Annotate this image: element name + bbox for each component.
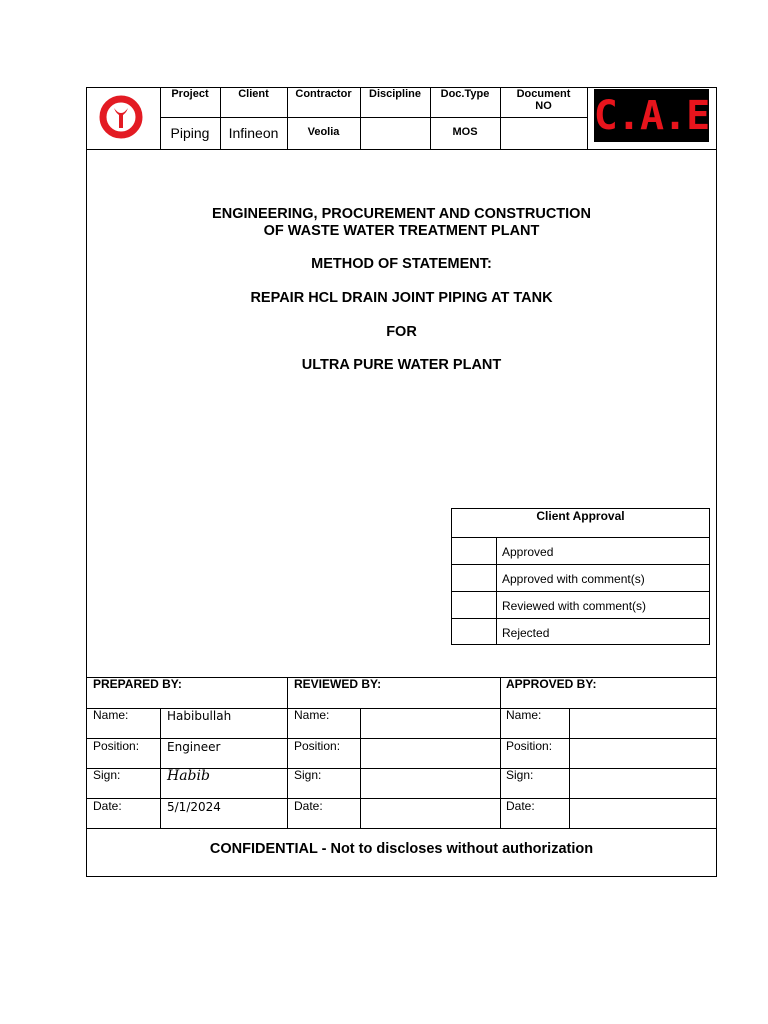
- title-line-5: FOR: [386, 324, 417, 340]
- reviewed-date-label: Date:: [294, 799, 323, 813]
- approved-name-label: Name:: [506, 708, 542, 722]
- approval-col-line: [496, 537, 497, 645]
- cae-logo: [594, 89, 709, 142]
- title-line-4: REPAIR HCL DRAIN JOINT PIPING AT TANK: [250, 290, 553, 306]
- reviewed-by-heading: REVIEWED BY:: [294, 677, 382, 691]
- approved-with-comments-checkbox[interactable]: [453, 566, 494, 589]
- header-divider: [500, 117, 587, 118]
- prepared-by-heading: PREPARED BY:: [93, 677, 182, 691]
- approval-option-approved: Approved: [502, 545, 554, 559]
- signoff-row-line: [86, 798, 717, 799]
- header-value-client: Infineon: [228, 125, 279, 141]
- signoff-col-line: [360, 708, 361, 828]
- header-label-contractor: Contractor: [295, 88, 352, 100]
- signoff-col-line: [287, 677, 288, 828]
- header-label-client: Client: [238, 88, 269, 100]
- approved-sign-label: Sign:: [506, 768, 534, 782]
- company-logo: [98, 94, 144, 140]
- approval-option-rejected: Rejected: [502, 626, 550, 640]
- approval-option-reviewed-with-comments: Reviewed with comment(s): [502, 599, 647, 613]
- approval-option-approved-with-comments: Approved with comment(s): [502, 572, 645, 586]
- approval-row-line: [451, 537, 710, 538]
- approved-checkbox[interactable]: [453, 539, 494, 562]
- confidential-word: CONFIDENTIAL: [209, 841, 318, 857]
- prepared-signature: Habib: [167, 768, 210, 784]
- header-divider: [160, 117, 500, 118]
- confidential-text: - Not to discloses without authorization: [317, 841, 594, 857]
- cae-logo-text: C.A.E: [593, 92, 710, 139]
- title-line-2: OF WASTE WATER TREATMENT PLANT: [263, 223, 540, 239]
- reviewed-name-label: Name:: [294, 708, 330, 722]
- client-approval-title: Client Approval: [536, 509, 625, 523]
- signoff-col-line: [569, 708, 570, 828]
- reviewed-position-label: Position:: [294, 739, 341, 753]
- signoff-bottom-line: [86, 828, 717, 829]
- approved-date-label: Date:: [506, 799, 535, 813]
- prepared-position-label: Position:: [93, 739, 140, 753]
- title-line-1: ENGINEERING, PROCUREMENT AND CONSTRUCTION: [212, 206, 591, 222]
- signoff-col-line: [500, 677, 501, 828]
- header-label-document-no: Document NO: [516, 88, 571, 112]
- signoff-row-line: [86, 738, 717, 739]
- reviewed-sign-label: Sign:: [294, 768, 322, 782]
- approval-row-line: [451, 618, 710, 619]
- prepared-name-label: Name:: [93, 708, 129, 722]
- header-col-line: [587, 87, 588, 149]
- header-value-project: Piping: [170, 125, 210, 141]
- prepared-date-value: 5/1/2024: [167, 800, 221, 814]
- header-value-doc-type: MOS: [452, 126, 478, 138]
- rejected-checkbox[interactable]: [453, 620, 494, 643]
- header-label-discipline: Discipline: [369, 88, 421, 100]
- header-label-project: Project: [171, 88, 209, 100]
- header-bottom-line: [86, 149, 717, 150]
- prepared-position-value: Engineer: [167, 740, 221, 754]
- reviewed-with-comments-checkbox[interactable]: [453, 593, 494, 616]
- prepared-date-label: Date:: [93, 799, 122, 813]
- approved-by-heading: APPROVED BY:: [506, 677, 597, 691]
- company-logo-icon: [98, 94, 144, 140]
- approval-row-line: [451, 591, 710, 592]
- prepared-name-value: Habibullah: [167, 709, 232, 723]
- approval-row-line: [451, 564, 710, 565]
- header-label-doc-type: Doc.Type: [440, 88, 490, 100]
- header-value-contractor: Veolia: [307, 126, 340, 138]
- title-line-6: ULTRA PURE WATER PLANT: [301, 357, 502, 373]
- prepared-sign-label: Sign:: [93, 768, 121, 782]
- approved-position-label: Position:: [506, 739, 553, 753]
- confidential-notice: [86, 841, 717, 857]
- title-line-3: METHOD OF STATEMENT:: [311, 256, 492, 272]
- signoff-col-line: [160, 708, 161, 828]
